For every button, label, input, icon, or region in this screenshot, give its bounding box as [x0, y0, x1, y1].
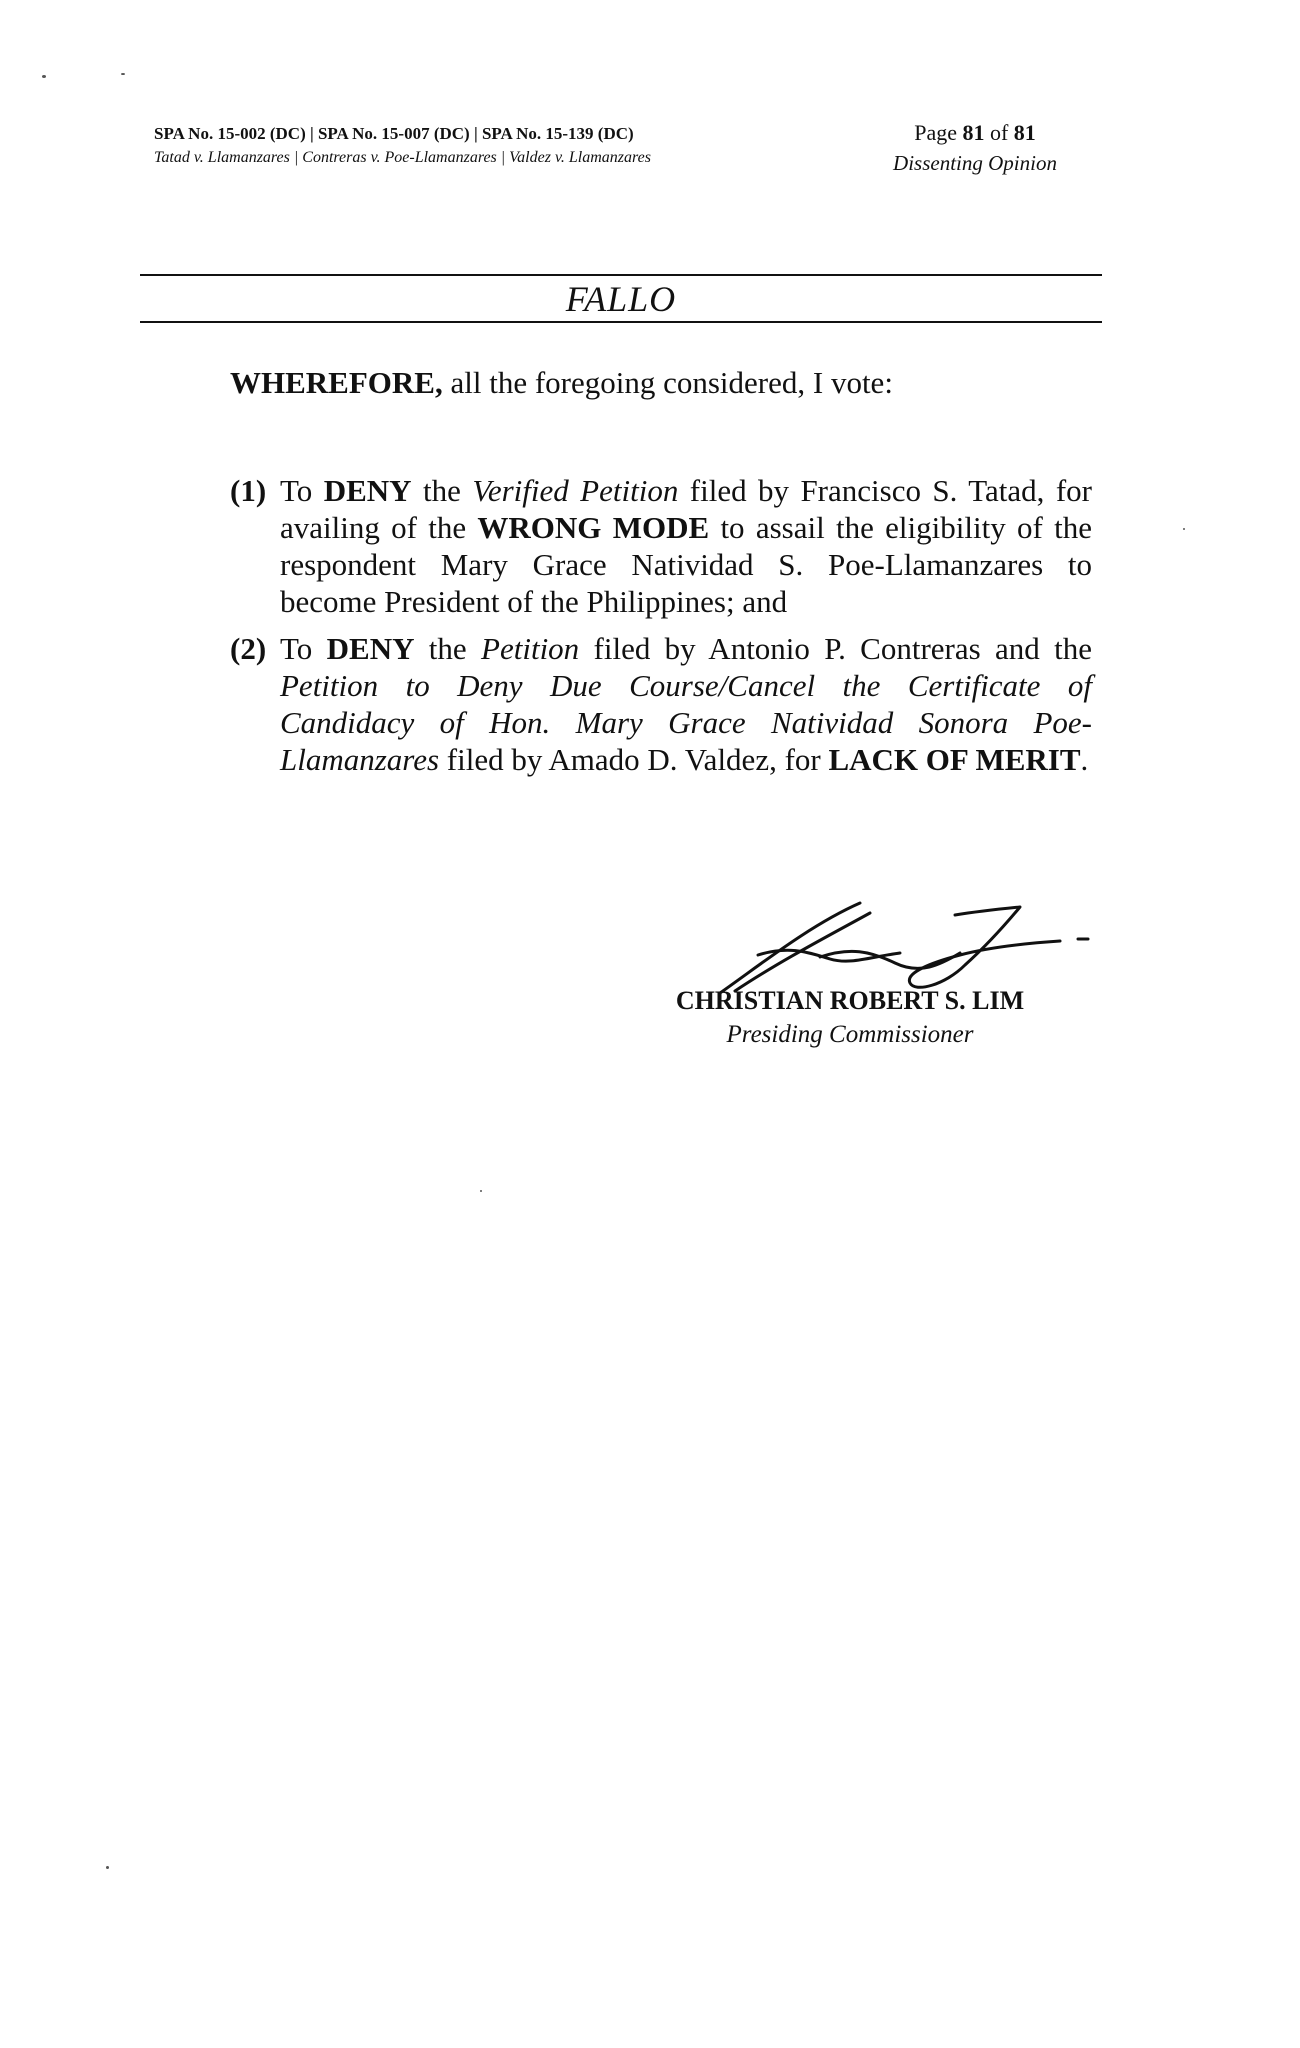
signatory-name: CHRISTIAN ROBERT S. LIM: [675, 986, 1025, 1015]
emphasis-deny: DENY: [323, 473, 412, 508]
italic-petition-name: Verified Petition: [472, 473, 679, 508]
item-number: (1): [230, 473, 267, 508]
emphasis-wrong-mode: WRONG MODE: [477, 510, 710, 545]
item-number: (2): [230, 631, 267, 666]
page-of: of: [984, 120, 1014, 145]
wherefore-keyword: WHEREFORE,: [230, 365, 443, 400]
page-number: [840, 118, 1110, 148]
fallo-top-rule: [140, 274, 1102, 276]
page-current: 81: [962, 120, 985, 145]
case-numbers: SPA No. 15-002 (DC) | SPA No. 15-007 (DC) | SPA No. 15-139 (DC): [154, 124, 634, 143]
text-run: .: [1080, 742, 1089, 777]
emphasis-lack-of-merit: LACK OF MERIT: [828, 742, 1081, 777]
page-prefix: Page: [914, 120, 963, 145]
section-title: FALLO: [565, 279, 677, 319]
wherefore-clause: [230, 362, 893, 404]
item-text: [280, 472, 1092, 620]
case-header: [154, 122, 794, 170]
text-run: filed by Amado D. Valdez, for: [439, 742, 829, 777]
text-run: to assail the eligibility of the respondent Mary Grace Natividad S. Poe-Llamanzares to become President of the Philippines; and: [280, 510, 1092, 619]
scan-speck: [121, 73, 125, 75]
scan-speck: [480, 1190, 482, 1192]
scan-speck: [42, 75, 46, 78]
text-run: filed by Francisco S. Tatad, for availing of the: [280, 473, 1093, 545]
page-info: [840, 118, 1110, 178]
page-total: 81: [1013, 120, 1036, 145]
vote-item-2: [230, 630, 1092, 778]
signatory-title: Presiding Commissioner: [726, 1021, 974, 1048]
text-run: To: [280, 631, 327, 666]
signatory-block: [650, 984, 1050, 1052]
wherefore-text: all the foregoing considered, I vote:: [442, 365, 893, 400]
emphasis-deny: DENY: [326, 631, 415, 666]
text-run: To: [280, 473, 324, 508]
vote-item-1: [230, 472, 1092, 620]
scan-speck: [106, 1866, 109, 1869]
opinion-type: Dissenting Opinion: [893, 151, 1057, 175]
italic-petition-name: Petition: [481, 631, 580, 666]
text-run: the: [411, 473, 473, 508]
scan-speck: [1183, 528, 1185, 530]
fallo-bottom-rule: [140, 321, 1102, 323]
text-run: the: [414, 631, 482, 666]
item-text: [280, 630, 1092, 778]
italic-petition-name: Petition to Deny Due Course/Cancel the Certificate of Candidacy of Hon. Mary Grace Natividad Sonora Poe-Llamanzares: [280, 668, 1092, 777]
text-run: filed by Antonio P. Contreras and the: [579, 631, 1092, 666]
case-titles: Tatad v. Llamanzares | Contreras v. Poe-Llamanzares | Valdez v. Llamanzares: [154, 149, 651, 166]
